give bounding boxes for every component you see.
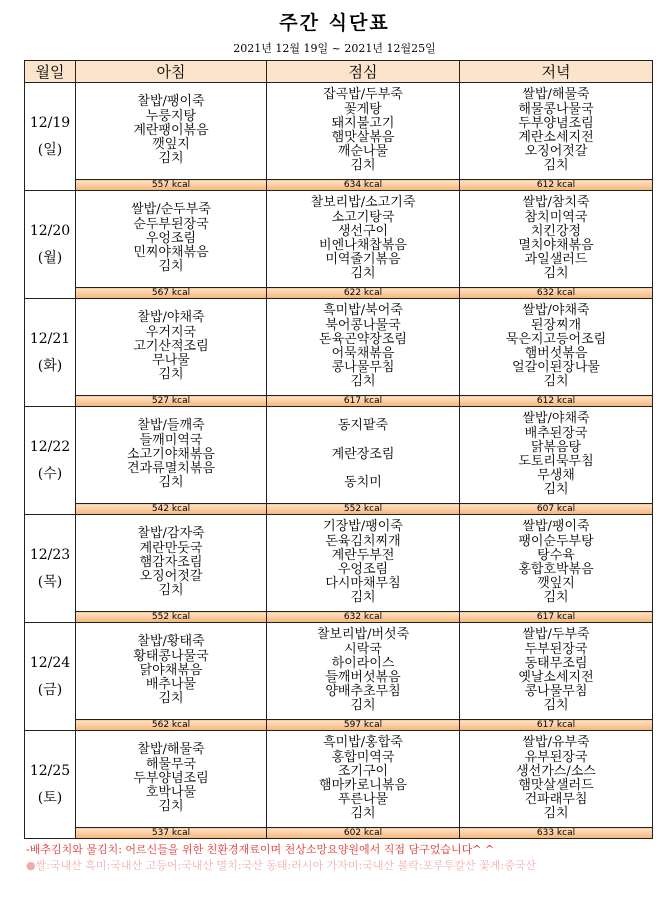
menu-item: 찰보리밥/소고기죽 <box>310 195 416 211</box>
day-cell <box>25 83 76 191</box>
menu-item: 김치 <box>350 698 376 714</box>
kcal-value: 602 kcal <box>267 828 460 839</box>
menu-item: 흑미밥/홍합죽 <box>323 735 403 751</box>
menu-item: 홍합미역국 <box>331 749 395 765</box>
breakfast-menu <box>76 407 267 504</box>
kcal-value: 552 kcal <box>267 504 460 515</box>
menu-item: 다시마채무침 <box>325 576 401 592</box>
header-row <box>25 61 653 83</box>
menu-item: 민찌야채볶음 <box>133 245 209 261</box>
kcal-value: 597 kcal <box>267 720 460 731</box>
header-dinner: 저녁 <box>460 61 653 83</box>
menu-item: 찰밥/들깨죽 <box>137 418 205 434</box>
menu-item: 우거지국 <box>145 324 197 340</box>
menu-item: 찰밥/황태죽 <box>137 634 205 650</box>
menu-item: 동치미 <box>344 475 382 491</box>
menu-item: 계란소세지전 <box>518 130 594 145</box>
breakfast-menu <box>76 83 267 180</box>
menu-item: 계란장조림 <box>331 446 395 462</box>
menu-item: 김치 <box>350 158 376 174</box>
kcal-value: 617 kcal <box>267 396 460 407</box>
menu-item: 찰밥/팽이죽 <box>137 94 205 110</box>
menu-item: 김치 <box>158 799 184 815</box>
menu-item: 동태무조림 <box>524 655 588 671</box>
day-date: 12/25 <box>29 762 71 779</box>
menu-item: 하이라이스 <box>331 655 395 671</box>
menu-item: 생선가스/소스 <box>516 763 596 779</box>
menu-item: 쌀밥/야채죽 <box>522 411 590 427</box>
menu-item: 오징어젓갈 <box>524 144 588 160</box>
menu-item: 김치 <box>158 259 184 275</box>
kcal-row <box>25 396 653 407</box>
menu-item: 푸른나물 <box>337 792 389 808</box>
menu-item: 찰밥/야채죽 <box>137 310 205 326</box>
kcal-value: 632 kcal <box>460 288 653 299</box>
menu-item: 계란만둣국 <box>139 540 203 556</box>
day-date: 12/20 <box>29 222 71 239</box>
kcal-value: 617 kcal <box>460 720 653 731</box>
menu-item: 과일샐러드 <box>524 252 588 268</box>
day-cell <box>25 299 76 407</box>
kcal-value: 542 kcal <box>76 504 267 515</box>
day-row <box>25 191 653 288</box>
menu-item: 찰밥/해물죽 <box>137 742 205 758</box>
menu-item: 햄버섯볶음 <box>524 346 588 361</box>
menu-item: 해물콩나물국 <box>518 101 594 117</box>
menu-item: 쌀밥/두부죽 <box>522 627 590 643</box>
menu-item: 시락국 <box>344 641 382 657</box>
menu-item: 김치 <box>350 590 376 606</box>
kcal-value: 607 kcal <box>460 504 653 515</box>
menu-item: 누룽지탕 <box>145 108 197 124</box>
day-date: 12/19 <box>29 114 71 131</box>
kcal-value: 567 kcal <box>76 288 267 299</box>
menu-item: 김치 <box>158 475 184 491</box>
day-weekday: (수) <box>37 465 63 482</box>
lunch-menu <box>267 515 460 612</box>
note-origin: ●쌀:국내산 흑미:국내산 고등어:국내산 멸치:국산 동태:러시아 가자미:국내산 볼락:포루투칼산 꽃게:중국산 <box>26 859 537 872</box>
menu-item: 탕수육 <box>537 547 575 563</box>
day-weekday: (목) <box>37 573 63 590</box>
menu-item: 햄감자조림 <box>139 554 203 570</box>
menu-item: 어묵채볶음 <box>331 346 395 361</box>
menu-item: 두부된장국 <box>524 641 588 657</box>
menu-item: 김치 <box>158 367 184 383</box>
menu-item: 팽이순두부탕 <box>518 533 594 549</box>
kcal-row <box>25 288 653 299</box>
lunch-menu <box>267 407 460 504</box>
kcal-row <box>25 828 653 839</box>
menu-item: 우엉조림 <box>337 562 389 577</box>
menu-item: 소고기야채볶음 <box>127 446 215 462</box>
menu-item: 깻잎지 <box>152 137 190 153</box>
menu-item: 김치 <box>543 158 569 174</box>
menu-item: 김치 <box>543 482 569 498</box>
day-date: 12/23 <box>29 546 71 563</box>
menu-item: 소고기탕국 <box>331 209 395 225</box>
lunch-menu <box>267 83 460 180</box>
kcal-row <box>25 612 653 623</box>
day-cell <box>25 191 76 299</box>
menu-item: 들깨미역국 <box>139 432 203 448</box>
menu-item: 깨순나물 <box>337 144 389 160</box>
header-lunch: 점심 <box>267 61 460 83</box>
menu-item: 황태콩나물국 <box>133 648 209 664</box>
kcal-value: 562 kcal <box>76 720 267 731</box>
dinner-menu <box>460 191 653 288</box>
day-cell <box>25 515 76 623</box>
menu-item: 김치 <box>543 698 569 714</box>
breakfast-menu <box>76 299 267 396</box>
menu-item: 김치 <box>543 266 569 282</box>
menu-item: 동지팥죽 <box>337 418 389 434</box>
menu-item: 잡곡밥/두부죽 <box>323 87 403 103</box>
menu-item: 유부된장국 <box>524 749 588 765</box>
day-cell <box>25 407 76 515</box>
dinner-menu <box>460 299 653 396</box>
menu-item: 두부양념조림 <box>518 115 594 131</box>
kcal-value: 537 kcal <box>76 828 267 839</box>
day-row <box>25 83 653 180</box>
menu-item: 김치 <box>158 583 184 599</box>
breakfast-menu <box>76 731 267 828</box>
menu-item: 김치 <box>350 266 376 282</box>
kcal-value: 633 kcal <box>460 828 653 839</box>
menu-item: 쌀밥/참치죽 <box>522 195 590 211</box>
menu-item: 햄맛살볶음 <box>331 130 395 145</box>
menu-item: 꽃게탕 <box>344 101 382 117</box>
dinner-menu <box>460 515 653 612</box>
menu-item: 쌀밥/순두부죽 <box>131 202 211 218</box>
day-weekday: (일) <box>37 141 63 158</box>
menu-item: 김치 <box>158 691 184 707</box>
menu-item: 깻잎지 <box>537 576 575 592</box>
breakfast-menu <box>76 515 267 612</box>
day-date: 12/24 <box>29 654 71 671</box>
menu-item: 된장찌개 <box>530 317 582 333</box>
menu-item: 순두부된장국 <box>133 216 209 232</box>
day-weekday: (토) <box>37 789 63 806</box>
menu-item: 멸치야채볶음 <box>518 238 594 253</box>
day-weekday: (금) <box>37 681 63 698</box>
menu-item: 치킨강정 <box>530 223 582 239</box>
menu-item: 햄마카로니볶음 <box>319 778 407 793</box>
menu-item: 기장밥/팽이죽 <box>323 519 403 535</box>
header-day: 월일 <box>25 61 76 83</box>
menu-item: 돈육곤약장조림 <box>319 331 407 347</box>
day-date: 12/22 <box>29 438 71 455</box>
lunch-menu <box>267 623 460 720</box>
kcal-row <box>25 504 653 515</box>
dinner-menu <box>460 623 653 720</box>
menu-item: 들깨버섯볶음 <box>325 670 401 685</box>
menu-item: 무나물 <box>152 353 190 369</box>
menu-item: 고기산적조림 <box>133 338 209 354</box>
menu-item: 찰보리밥/버섯죽 <box>316 627 410 643</box>
menu-item: 쌀밥/야채죽 <box>522 303 590 319</box>
menu-item: 콩나물무침 <box>524 684 588 700</box>
menu-item: 닭볶음탕 <box>530 439 582 455</box>
dinner-menu <box>460 83 653 180</box>
menu-item: 콩나물무침 <box>331 360 395 376</box>
dinner-menu <box>460 407 653 504</box>
menu-item: 계란두부전 <box>331 547 395 563</box>
menu-item: 닭야채볶음 <box>139 662 203 678</box>
menu-item: 김치 <box>543 590 569 606</box>
date-range: 2021년 12월 19일 ~ 2021년 12월25일 <box>233 42 436 55</box>
lunch-menu <box>267 731 460 828</box>
day-weekday: (월) <box>37 249 63 266</box>
day-weekday: (화) <box>37 357 63 374</box>
menu-item <box>267 434 459 448</box>
day-row <box>25 731 653 828</box>
menu-item: 도토리묵무침 <box>518 454 594 469</box>
kcal-value: 557 kcal <box>76 180 267 191</box>
menu-item: 김치 <box>543 806 569 822</box>
menu-item: 배추된장국 <box>524 425 588 441</box>
menu-item: 건파래무침 <box>524 792 588 808</box>
menu-item: 두부양념조림 <box>133 770 209 786</box>
menu-item: 돼지불고기 <box>331 115 395 131</box>
kcal-value: 617 kcal <box>460 612 653 623</box>
menu-item: 무생채 <box>537 468 575 484</box>
header-breakfast: 아침 <box>76 61 267 83</box>
menu-body <box>25 83 653 839</box>
lunch-menu <box>267 191 460 288</box>
day-cell <box>25 623 76 731</box>
menu-item: 김치 <box>543 374 569 390</box>
note-kimchi: -배추김치와 물김치: 어르신들을 위한 친환경재료이며 천상소망요양원에서 직접 담구었습니다^ ^ <box>26 843 495 856</box>
menu-item: 옛날소세지전 <box>518 670 594 685</box>
lunch-menu <box>267 299 460 396</box>
kcal-value: 612 kcal <box>460 396 653 407</box>
kcal-row <box>25 720 653 731</box>
page-title: 주간 식단표 <box>279 12 390 34</box>
menu-item: 참치미역국 <box>524 209 588 225</box>
day-date: 12/21 <box>29 330 71 347</box>
day-row <box>25 299 653 396</box>
day-row <box>25 623 653 720</box>
breakfast-menu <box>76 623 267 720</box>
menu-item: 홍합호박볶음 <box>518 562 594 577</box>
menu-item: 쌀밥/유부죽 <box>522 735 590 751</box>
notes <box>26 840 656 872</box>
menu-item: 우엉조림 <box>145 230 197 246</box>
menu-item: 북어콩나물국 <box>325 317 401 333</box>
dinner-menu <box>460 731 653 828</box>
menu-item: 흑미밥/북어죽 <box>323 303 403 319</box>
menu-item: 미역줄기볶음 <box>325 252 401 268</box>
menu-item: 오징어젓갈 <box>139 569 203 585</box>
kcal-value: 612 kcal <box>460 180 653 191</box>
menu-item: 견과류멸치볶음 <box>127 461 215 477</box>
day-cell <box>25 731 76 839</box>
kcal-value: 527 kcal <box>76 396 267 407</box>
kcal-row <box>25 180 653 191</box>
kcal-value: 634 kcal <box>267 180 460 191</box>
menu-item: 호박나물 <box>145 785 197 801</box>
kcal-value: 552 kcal <box>76 612 267 623</box>
menu-item: 돈육김치찌개 <box>325 533 401 549</box>
menu-item: 얼갈이된장나물 <box>512 360 600 376</box>
menu-item: 묵은지고등어조림 <box>505 331 607 347</box>
menu-item: 쌀밥/해물죽 <box>522 87 590 103</box>
kcal-value: 632 kcal <box>267 612 460 623</box>
menu-item: 배추나물 <box>145 677 197 693</box>
menu-item: 해물무국 <box>145 756 197 772</box>
menu-item: 햄맛살샐러드 <box>518 778 594 793</box>
menu-item: 계란팽이볶음 <box>133 122 209 138</box>
menu-item: 김치 <box>350 374 376 390</box>
menu-item: 생선구이 <box>337 223 389 239</box>
day-row <box>25 515 653 612</box>
menu-item: 김치 <box>350 806 376 822</box>
menu-item: 양배추초무침 <box>325 684 401 700</box>
menu-item: 쌀밥/팽이죽 <box>522 519 590 535</box>
breakfast-menu <box>76 191 267 288</box>
kcal-value: 622 kcal <box>267 288 460 299</box>
menu-item: 비엔나채찹볶음 <box>319 238 407 253</box>
menu-item: 찰밥/감자죽 <box>137 526 205 542</box>
menu-table <box>24 60 653 839</box>
menu-item: 조기구이 <box>337 763 389 779</box>
menu-item: 김치 <box>158 151 184 167</box>
day-row <box>25 407 653 504</box>
